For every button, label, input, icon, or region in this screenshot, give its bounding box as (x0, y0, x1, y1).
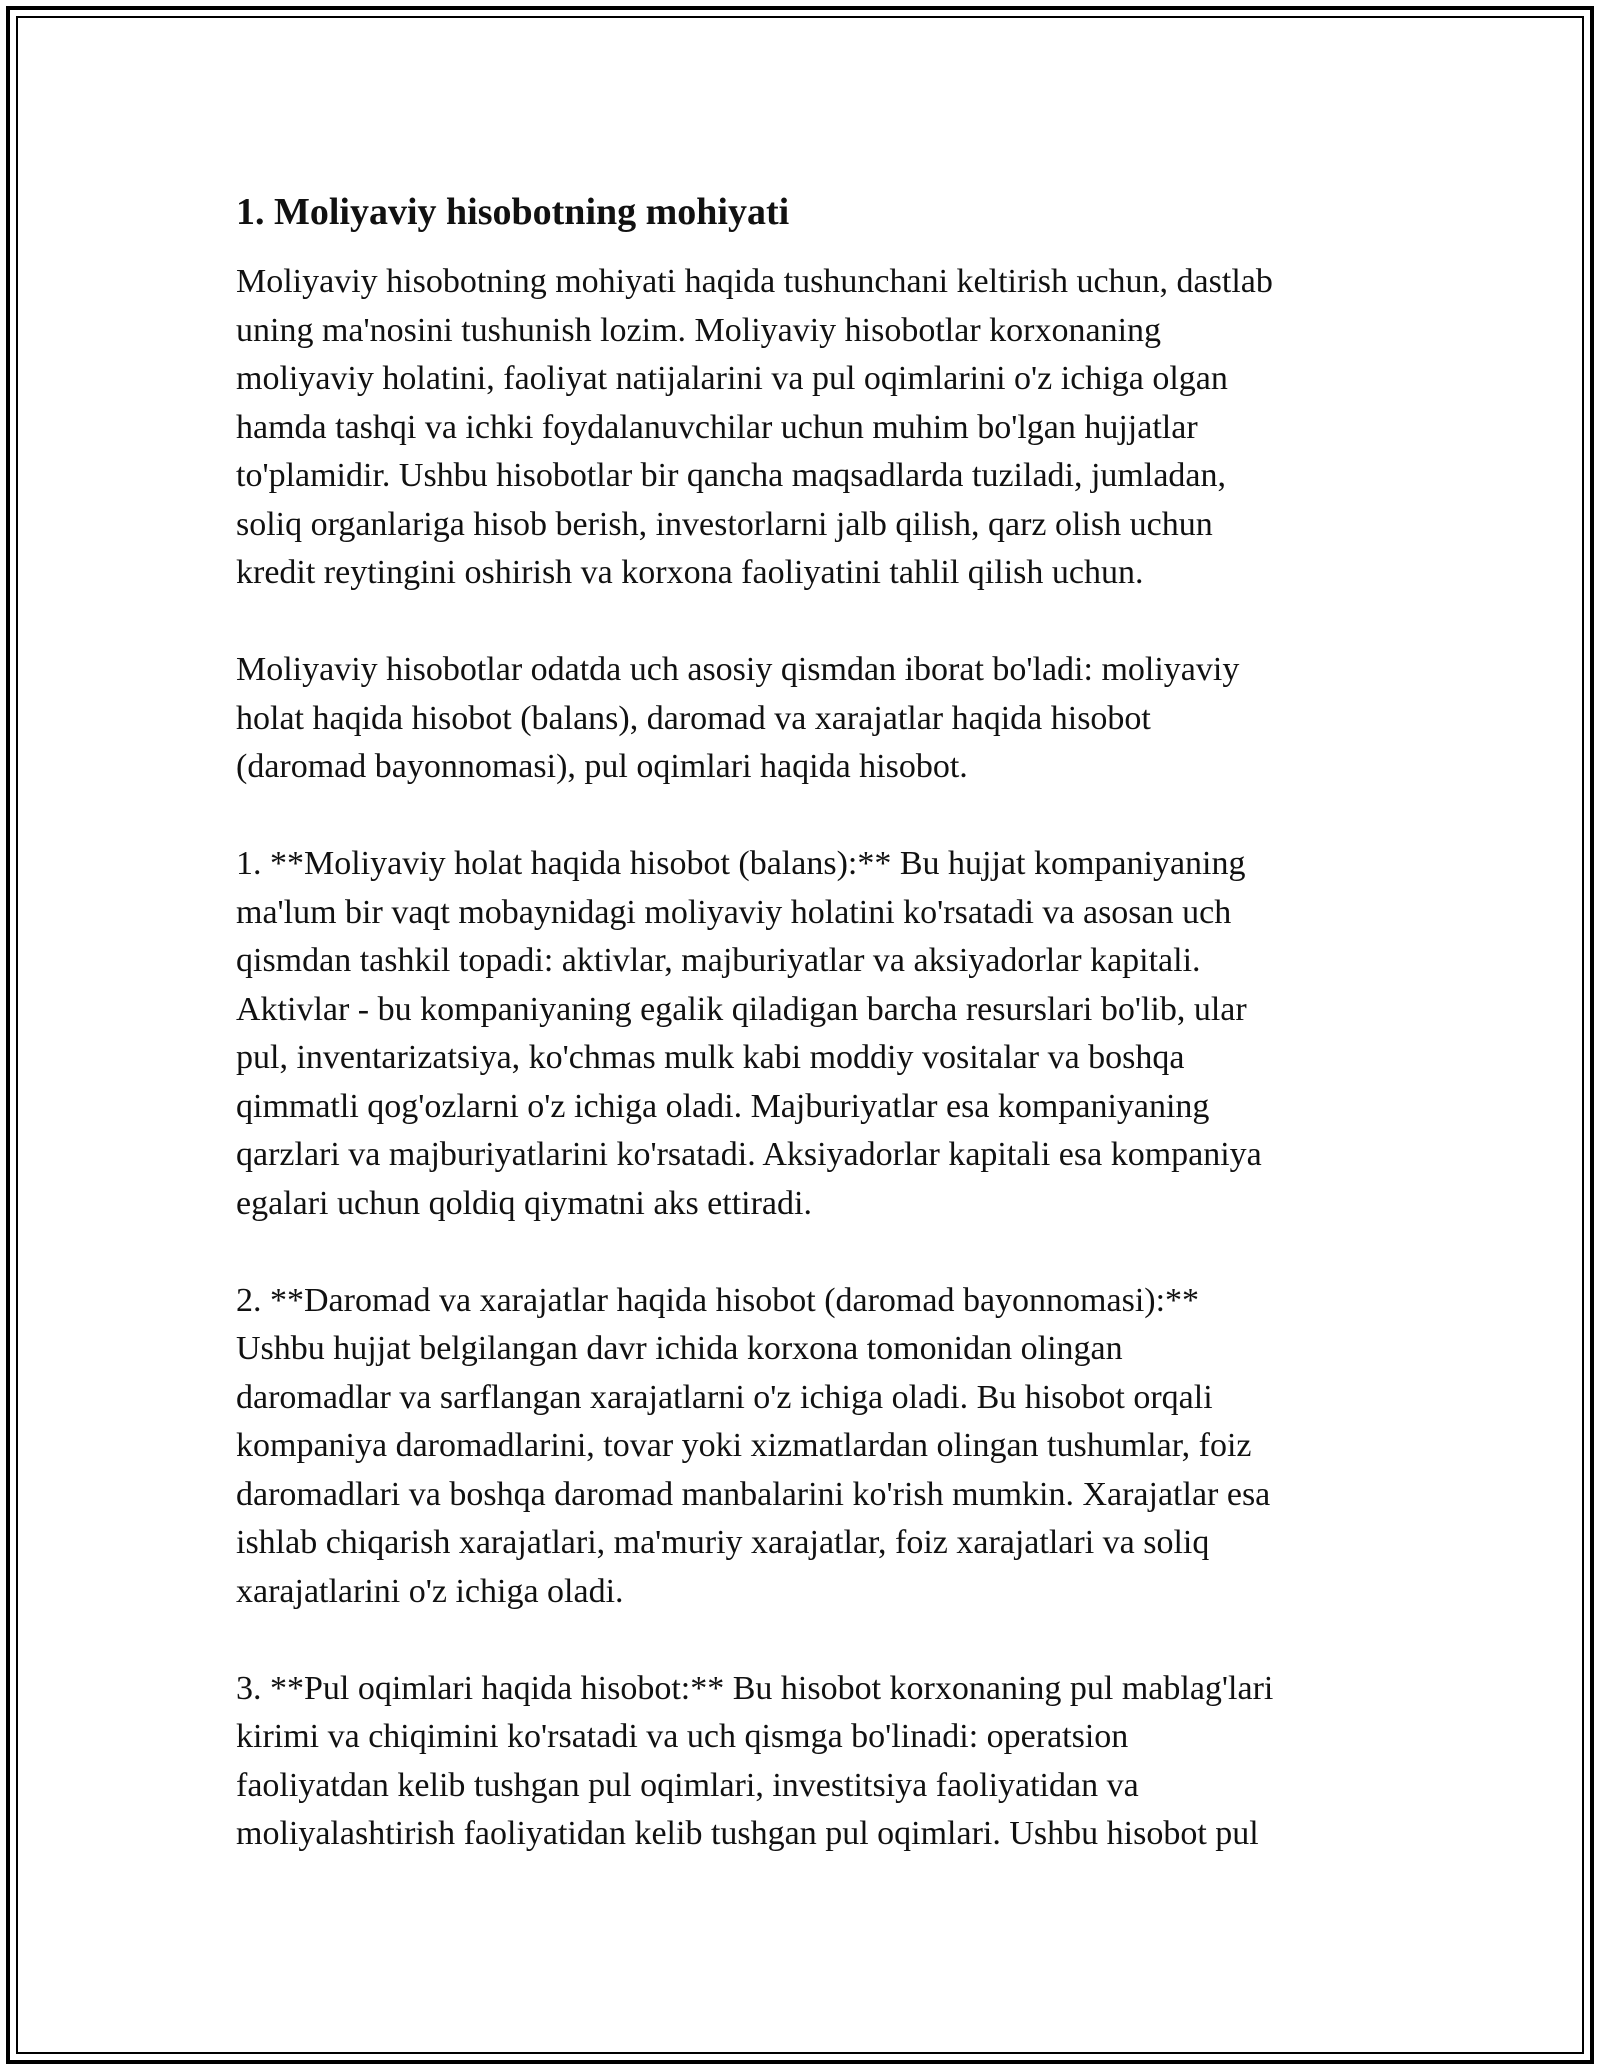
section-heading: 1. Moliyaviy hisobotning mohiyati (236, 191, 790, 233)
paragraph-balance-sheet: 1. **Moliyaviy holat haqida hisobot (balans):** Bu hujjat kompaniyaning ma'lum bir vaqt mobaynidagi moliyaviy holatini ko'rsatadi va asosan uch qismdan tashkil topadi: aktivlar, majburiyatlar va aksiyadorlar kapitali. Aktivlar - bu kompaniyaning egalik qiladigan barcha resurslari bo'lib, ular pul, inventarizatsiya, ko'chmas mulk kabi moddiy vositalar va boshqa qimmatli qog'ozlarni o'z ichiga oladi. Majburiyatlar esa kompaniyaning qarzlari va majburiyatlarini ko'rsatadi. Aksiyadorlar kapitali esa kompaniya egalari uchun qoldiq qiymatni aks ettiradi. (236, 845, 1262, 1222)
paragraph-intro: Moliyaviy hisobotning mohiyati haqida tushunchani keltirish uchun, dastlab uning ma'nosini tushunish lozim. Moliyaviy hisobotlar korxonaning moliyaviy holatini, faoliyat natijalarini va pul oqimlarini o'z ichiga olgan hamda tashqi va ichki foydalanuvchilar uchun muhim bo'lgan hujjatlar to'plamidir. Ushbu hisobotlar bir qancha maqsadlarda tuziladi, jumladan, soliq organlariga hisob berish, investorlarni jalb qilish, qarz olish uchun kredit reytingini oshirish va korxona faoliyatini tahlil qilish uchun. (236, 263, 1273, 591)
paragraph-income-statement: 2. **Daromad va xarajatlar haqida hisobot (daromad bayonnomasi):** Ushbu hujjat belgilangan davr ichida korxona tomonidan olingan daromadlar va sarflangan xarajatlarni o'z ichiga oladi. Bu hisobot orqali kompaniya daromadlarini, tovar yoki xizmatlardan olingan tushumlar, foiz daromadlari va boshqa daromad manbalarini ko'rish mumkin. Xarajatlar esa ishlab chiqarish xarajatlari, ma'muriy xarajatlar, foiz xarajatlari va soliq xarajatlarini o'z ichiga oladi. (236, 1281, 1271, 1610)
paragraph-overview: Moliyaviy hisobotlar odatda uch asosiy qismdan iborat bo'ladi: moliyaviy holat haqida hisobot (balans), daromad va xarajatlar haqida hisobot (daromad bayonnomasi), pul oqimlari haqida hisobot. (236, 651, 1240, 785)
document-page (236, 188, 1366, 1907)
paragraph-cash-flow: 3. **Pul oqimlari haqida hisobot:** Bu hisobot korxonaning pul mablag'lari kirimi va chiqimini ko'rsatadi va uch qismga bo'linadi: operatsion faoliyatdan kelib tushgan pul oqimlari, investitsiya faoliyatidan va moliyalashtirish faoliyatidan kelib tushgan pul oqimlari. Ushbu hisobot pul (236, 1669, 1274, 1852)
